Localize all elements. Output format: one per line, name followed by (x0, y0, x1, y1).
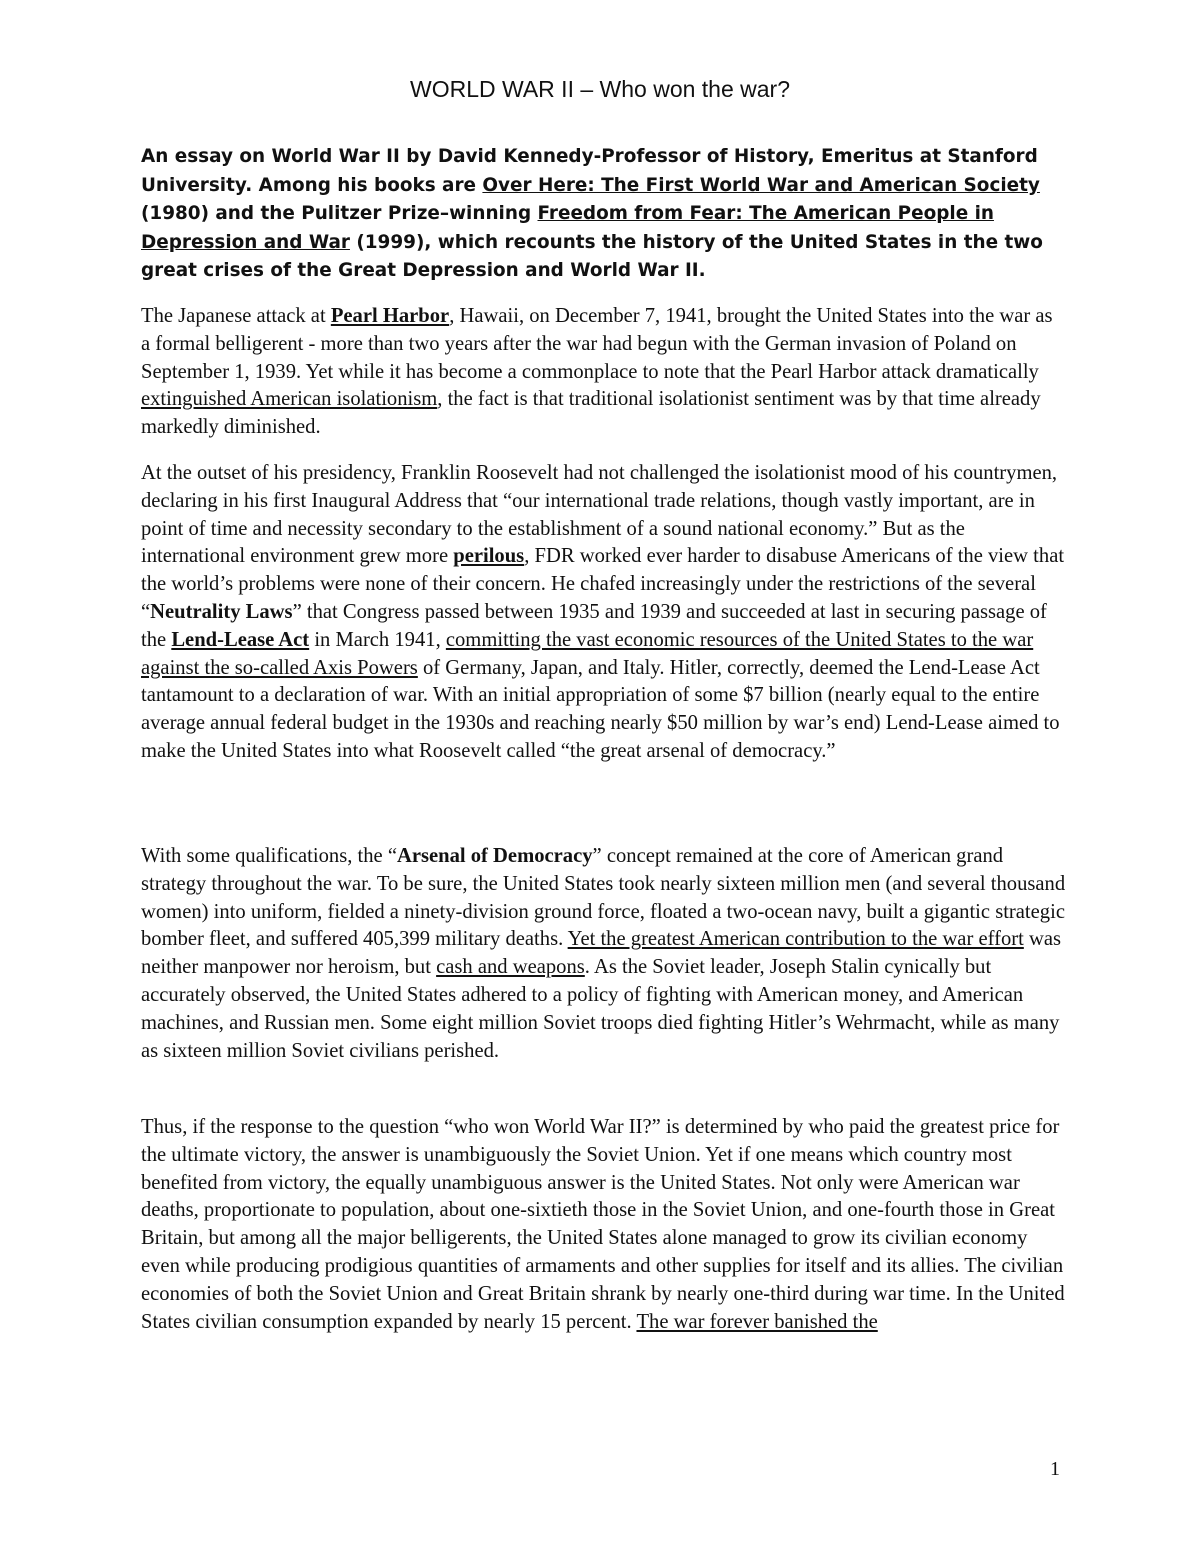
underlined-phrase: cash and weapons (436, 956, 585, 979)
paragraph-text: At the outset of his presidency, Franklin Roosevelt had not challenged the isolationist mood of his countrymen, declaring in his first Inaugural Address that “our international trade relations, though vastly important, are in point of time and necessity secondary to the establishment of a sound national economy.” But as the international environment grew more (141, 462, 1058, 568)
underlined-phrase: The war forever banished the (636, 1310, 878, 1333)
book-title-freedom-from-fear: Freedom from Fear: The American People in Depression and War (141, 203, 994, 253)
paragraph-text: was neither manpower nor heroism, but (141, 928, 1062, 979)
underlined-phrase: committing the vast economic resources of the United States to the war against the so-called Axis Powers (141, 628, 1034, 679)
paragraph-text: ” that Congress passed between 1935 and 1939 and succeeded at last in securing passage of the (141, 600, 1047, 651)
paragraph-text: Thus, if the response to the question “who won World War II?” is determined by who paid the greatest price for the ultimate victory, the answer is unambiguously the Soviet Union. Yet if one means which country most benefited from victory, the equally unambiguous answer is the United States. Not only were American war deaths, proportionate to population, about one-sixtieth those in the Soviet Union, and one-fourth those in Great Britain, but among all the major belligerents, the United States alone managed to grow its civilian economy even while producing prodigious quantities of armaments and other supplies for itself and its allies. The civilian economies of both the Soviet Union and Great Britain shrank by nearly one-third during war time. In the United States civilian consumption expanded by nearly 15 percent. (141, 1116, 1065, 1333)
paragraph-text: . As the Soviet leader, Joseph Stalin cynically but accurately observed, the United States adhered to a policy of fighting with American money, and American machines, and Russian men. Some eight million Soviet troops died fighting Hitler’s Wehrmacht, while as many as sixteen million Soviet civilians perished. (141, 956, 1060, 1062)
paragraph-pearl-harbor (141, 303, 1066, 442)
intro-text: (1999), which recounts the history of the United States in the two great crises of the Great Depression and World War II. (141, 231, 1043, 282)
underlined-phrase: Yet the greatest American contribution to the war effort (567, 928, 1024, 951)
keyword-arsenal-of-democracy: Arsenal of Democracy (396, 845, 593, 867)
paragraph-text: of Germany, Japan, and Italy. Hitler, correctly, deemed the Lend-Lease Act tantamount to a declaration of war. With an initial appropriation of some $7 billion (nearly equal to the entire average annual federal budget in the 1930s and reaching nearly $50 million by war’s end) Lend-Lease aimed to make the United States into what Roosevelt called “the great arsenal of democracy.” (141, 656, 1060, 762)
page-number: 1 (1050, 1458, 1060, 1480)
keyword-pearl-harbor: Pearl Harbor (330, 305, 450, 327)
paragraph-text: The Japanese attack at (141, 305, 331, 327)
book-title-over-here: Over Here: The First World War and American Society (482, 174, 1040, 196)
paragraph-text: ” concept remained at the core of American grand strategy throughout the war. To be sure, the United States took nearly sixteen million men (and several thousand women) into uniform, fielded a ninety-division ground force, floated a two-ocean navy, built a gigantic strategic bomber fleet, and suffered 405,399 military deaths. (141, 845, 1066, 951)
paragraph-text: , FDR worked ever harder to disabuse Americans of the view that the world’s problems were none of their concern. He chafed increasingly under the restrictions of the several “ (141, 545, 1065, 623)
paragraph-roosevelt (141, 460, 1066, 766)
intro-paragraph (141, 143, 1066, 286)
keyword-lend-lease-act: Lend-Lease Act (171, 628, 310, 651)
keyword-neutrality-laws: Neutrality Laws (150, 600, 293, 623)
intro-text: An essay on World War II by David Kennedy-Professor of History, Emeritus at Stanford University. Among his books are (141, 146, 1038, 196)
document-title: WORLD WAR II – Who won the war? (409, 76, 791, 102)
intro-text: (1980) and the Pulitzer Prize–winning (141, 203, 538, 225)
paragraph-who-won (141, 1114, 1066, 1336)
underlined-phrase: extinguished American isolationism (141, 388, 438, 411)
paragraph-text: With some qualifications, the “ (141, 845, 397, 867)
keyword-perilous: perilous (453, 545, 525, 568)
paragraph-text: , the fact is that traditional isolationist sentiment was by that time already markedly diminished. (141, 388, 1041, 439)
paragraph-arsenal-of-democracy (141, 843, 1066, 1065)
paragraph-text: , Hawaii, on December 7, 1941, brought the United States into the war as a formal belligerent - more than two years after the war had begun with the German invasion of Poland on September 1, 1939. Yet while it has become a commonplace to note that the Pearl Harbor attack dramatically (141, 305, 1053, 383)
paragraph-text: in March 1941, (309, 628, 446, 651)
